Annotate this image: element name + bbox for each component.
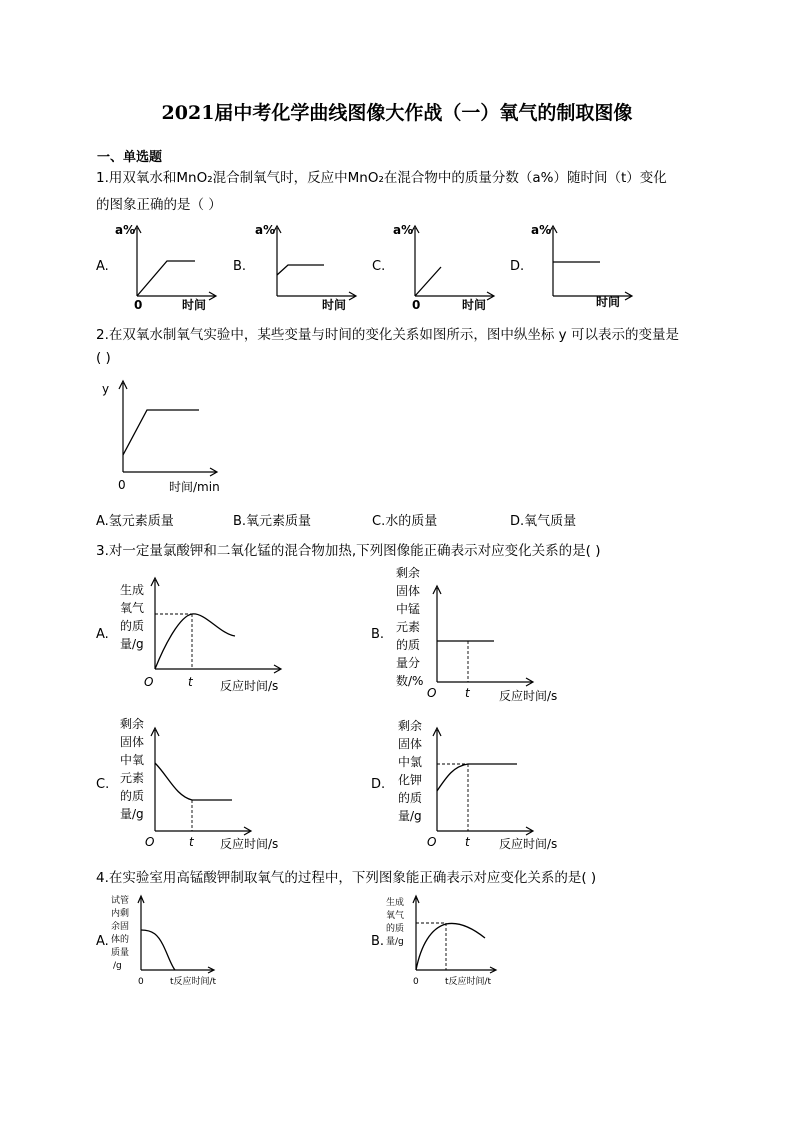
svg-text:量/g: 量/g (386, 937, 404, 947)
q3-graph-c[interactable] (110, 716, 300, 856)
q3c-ylabel (120, 717, 144, 821)
q4-graph-a[interactable] (108, 890, 238, 994)
q1c-origin: 0 (412, 298, 421, 312)
svg-text:氧气: 氧气 (120, 601, 145, 615)
svg-text:固体: 固体 (120, 735, 145, 749)
q3-option-a-label[interactable]: A. (96, 627, 109, 642)
q3b-origin: O (427, 686, 437, 700)
page-title: 2021届中考化学曲线图像大作战（一）氧气的制取图像 (161, 102, 633, 124)
q3b-xlabel: 反应时间/s (499, 689, 558, 703)
q1-stem-line2: 的图象正确的是（ ） (96, 197, 222, 213)
q1-option-b-label[interactable]: B. (233, 259, 247, 274)
q4-option-b-label[interactable]: B. (371, 934, 385, 949)
q1-graph-c[interactable] (388, 218, 498, 314)
svg-text:生成: 生成 (386, 898, 405, 908)
svg-text:内剩: 内剩 (111, 909, 130, 919)
svg-text:量分: 量分 (396, 656, 421, 670)
q2-stem-line2: ( ) (96, 350, 111, 366)
q4b-ylabel (386, 896, 404, 947)
q2-option-a[interactable]: A.氢元素质量 (96, 514, 174, 529)
svg-text:的质: 的质 (398, 791, 423, 805)
q3d-xlabel: 反应时间/s (499, 837, 558, 851)
q2-option-d[interactable]: D.氧气质量 (510, 514, 577, 529)
svg-text:体的: 体的 (111, 935, 130, 945)
q1a-ylabel: a% (115, 223, 136, 237)
q1-graph-b[interactable] (250, 218, 360, 314)
q1-option-a-label[interactable]: A. (96, 259, 109, 274)
q3d-origin: O (427, 835, 437, 849)
q4b-xlabel: t反应时间/t (445, 977, 492, 987)
q3-option-c-label[interactable]: C. (96, 777, 110, 792)
q3d-t: t (465, 835, 470, 849)
q4-option-a-label[interactable]: A. (96, 934, 109, 949)
q4-graph-b[interactable] (383, 890, 513, 994)
q1-option-c-label[interactable]: C. (372, 259, 386, 274)
svg-text:试管: 试管 (111, 896, 130, 906)
svg-text:元素: 元素 (120, 771, 145, 785)
q1a-origin: 0 (134, 298, 143, 312)
q2-graph (96, 375, 236, 497)
svg-text:剩余: 剩余 (398, 719, 423, 733)
svg-text:生成: 生成 (120, 583, 145, 597)
svg-text:元素: 元素 (396, 620, 421, 634)
q3-graph-a[interactable] (110, 574, 300, 696)
q1d-xlabel: 时间 (596, 295, 621, 309)
svg-text:的质: 的质 (386, 924, 405, 934)
q1b-xlabel: 时间 (322, 298, 347, 312)
q3a-ylabel (120, 582, 144, 651)
q2-option-c[interactable]: C.水的质量 (372, 514, 438, 529)
svg-text:的质: 的质 (396, 638, 421, 652)
q3c-xlabel: 反应时间/s (220, 837, 279, 851)
svg-text:剩余: 剩余 (120, 717, 145, 731)
svg-text:化钾: 化钾 (398, 773, 423, 787)
q3c-t: t (189, 835, 194, 849)
svg-text:量/g: 量/g (120, 637, 144, 651)
q1-stem-line1: 1.用双氧水和MnO₂混合制氧气时，反应中MnO₂在混合物中的质量分数（a%）随时间（t）变化 (96, 170, 667, 186)
svg-text:固体: 固体 (396, 584, 421, 598)
q1a-xlabel: 时间 (182, 298, 207, 312)
svg-text:量/g: 量/g (120, 807, 144, 821)
q3-option-d-label[interactable]: D. (371, 777, 386, 792)
q3d-ylabel (398, 719, 422, 823)
q4-stem: 4.在实验室用高锰酸钾制取氧气的过程中，下列图象能正确表示对应变化关系的是( ) (96, 870, 597, 886)
svg-text:中锰: 中锰 (396, 602, 421, 616)
q2-origin: 0 (118, 478, 126, 492)
q1b-ylabel: a% (255, 223, 276, 237)
svg-text:中氯: 中氯 (398, 755, 423, 769)
q3-graph-d[interactable] (392, 716, 592, 856)
q4a-xlabel: t反应时间/t (170, 977, 217, 987)
q3-stem: 3.对一定量氯酸钾和二氧化锰的混合物加热,下列图像能正确表示对应变化关系的是( ) (96, 543, 601, 559)
section-heading: 一、单选题 (97, 150, 163, 165)
q2-stem-line1: 2.在双氧水制氧气实验中，某些变量与时间的变化关系如图所示，图中纵坐标 y 可以表示的变量是 (96, 327, 679, 343)
q2-option-b[interactable]: B.氧元素质量 (233, 514, 312, 529)
q1c-ylabel: a% (393, 223, 414, 237)
q3-graph-b[interactable] (392, 566, 592, 702)
q3a-xlabel: 反应时间/s (220, 679, 279, 693)
q4a-origin: 0 (138, 977, 144, 987)
q3-option-b-label[interactable]: B. (371, 627, 385, 642)
q3a-t: t (188, 675, 193, 689)
q3a-origin: O (144, 675, 154, 689)
svg-text:中氧: 中氧 (120, 753, 145, 767)
q1-graph-a[interactable] (110, 218, 220, 314)
q3b-ylabel (396, 566, 423, 688)
svg-text:数/%: 数/% (396, 674, 424, 688)
q2-ylabel: y (102, 382, 110, 396)
svg-text:余固: 余固 (111, 922, 130, 932)
svg-text:的质: 的质 (120, 789, 145, 803)
q1d-ylabel: a% (531, 223, 552, 237)
q3c-origin: O (145, 835, 155, 849)
q3b-t: t (465, 686, 470, 700)
q4a-ylabel (111, 894, 129, 971)
q1-option-d-label[interactable]: D. (510, 259, 525, 274)
svg-text:氧气: 氧气 (386, 911, 405, 921)
svg-text:固体: 固体 (398, 737, 423, 751)
svg-text:的质: 的质 (120, 619, 145, 633)
svg-text:质量: 质量 (111, 948, 130, 958)
svg-text:/g: /g (113, 961, 122, 971)
q4b-origin: 0 (413, 977, 419, 987)
svg-text:剩余: 剩余 (396, 566, 421, 580)
q2-xlabel: 时间/min (169, 480, 220, 494)
svg-text:量/g: 量/g (398, 809, 422, 823)
q1c-xlabel: 时间 (462, 298, 487, 312)
q1-graph-d[interactable] (526, 218, 636, 314)
